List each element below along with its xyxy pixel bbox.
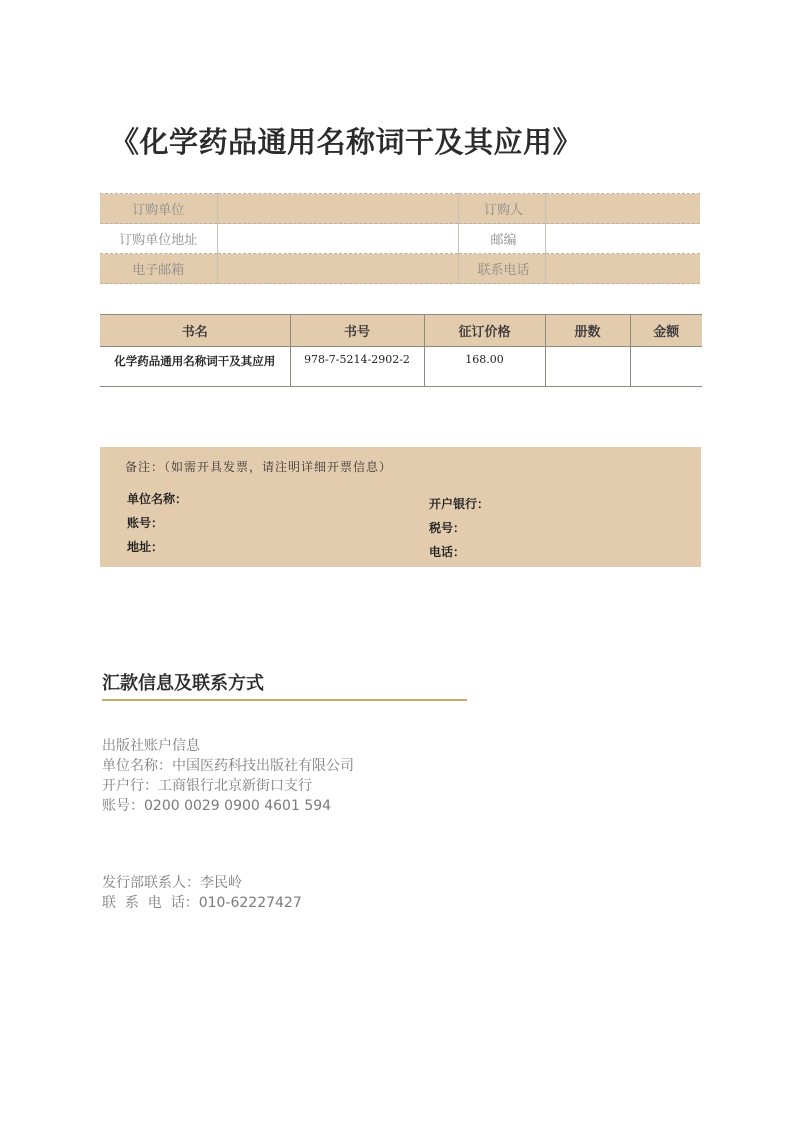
label-postcode: 邮编	[458, 224, 545, 254]
email-value-cell[interactable]	[217, 254, 458, 284]
account-info-heading: 出版社账户信息	[102, 738, 200, 754]
order-unit-value-cell[interactable]	[217, 194, 458, 224]
field-telephone: 电话：	[429, 545, 466, 559]
remarks-box	[100, 447, 701, 567]
account-unit-name: 单位名称：中国医药科技出版社有限公司	[102, 758, 354, 774]
field-address: 地址：	[127, 540, 164, 554]
label-order-unit: 订购单位	[100, 194, 217, 224]
account-bank: 开户行：工商银行北京新街口支行	[102, 778, 312, 794]
header-quantity: 册数	[545, 315, 630, 347]
field-account: 账号：	[127, 516, 164, 530]
phone-value-cell[interactable]	[545, 254, 700, 284]
remittance-title: 汇款信息及联系方式	[102, 673, 264, 694]
header-isbn: 书号	[290, 315, 424, 347]
book-name-cell: 化学药品通用名称词干及其应用	[100, 347, 290, 387]
postcode-value-cell[interactable]	[545, 224, 700, 254]
label-email: 电子邮箱	[100, 254, 217, 284]
document-title: 《化学药品通用名称词干及其应用》	[110, 125, 583, 159]
book-order-table	[100, 314, 702, 387]
table-row	[100, 347, 702, 387]
contact-phone: 联 系 电 话：010-62227427	[102, 895, 302, 911]
remarks-note: 备注：（如需开具发票，请注明详细开票信息）	[125, 460, 393, 474]
account-number: 账号：0200 0029 0900 4601 594	[102, 798, 332, 814]
contact-person: 发行部联系人：李民岭	[102, 875, 242, 891]
section-divider	[102, 699, 467, 701]
book-table-header	[100, 315, 702, 347]
amount-cell[interactable]	[630, 347, 702, 387]
header-amount: 金额	[630, 315, 702, 347]
order-address-value-cell[interactable]	[217, 224, 458, 254]
orderer-row-address	[100, 224, 700, 254]
field-tax-id: 税号：	[429, 521, 466, 535]
orderer-info-table	[100, 193, 700, 284]
field-unit-name: 单位名称：	[127, 492, 188, 506]
header-price: 征订价格	[424, 315, 545, 347]
header-book-name: 书名	[100, 315, 290, 347]
quantity-cell[interactable]	[545, 347, 630, 387]
orderer-value-cell[interactable]	[545, 194, 700, 224]
orderer-row-unit	[100, 194, 700, 224]
label-order-address: 订购单位地址	[100, 224, 217, 254]
label-phone: 联系电话	[458, 254, 545, 284]
field-bank: 开户银行：	[429, 497, 490, 511]
price-cell: 168.00	[424, 347, 545, 387]
isbn-cell: 978-7-5214-2902-2	[290, 347, 424, 387]
label-orderer: 订购人	[458, 194, 545, 224]
orderer-row-email	[100, 254, 700, 284]
